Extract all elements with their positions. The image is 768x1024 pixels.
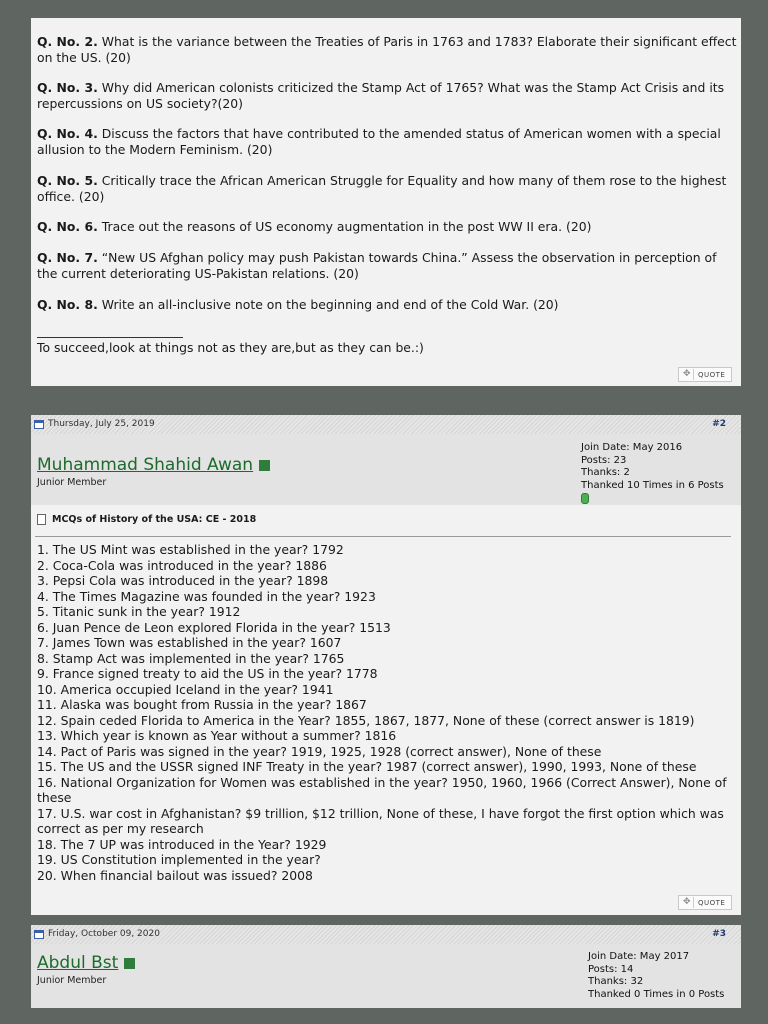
- online-status-icon: [124, 958, 135, 969]
- title-divider: [35, 536, 731, 537]
- question-8: Q. No. 8. Write an all-inclusive note on the beginning and end of the Cold War. (20): [37, 297, 559, 312]
- calendar-icon: [34, 930, 44, 939]
- user-stats: Join Date: May 2016 Posts: 23 Thanks: 2 Thanked 10 Times in 6 Posts: [581, 442, 724, 504]
- post-date: Friday, October 09, 2020: [48, 929, 160, 939]
- post-date: Thursday, July 25, 2019: [48, 419, 155, 429]
- user-stats: Join Date: May 2017 Posts: 14 Thanks: 32 Thanked 0 Times in 0 Posts: [588, 951, 725, 1000]
- post-3-header: [31, 925, 741, 944]
- post-number-link[interactable]: #2: [712, 419, 726, 429]
- list-item: 7. James Town was established in the year? 1607: [37, 635, 342, 650]
- list-item: 20. When financial bailout was issued? 2008: [37, 867, 313, 883]
- list-item: 4. The Times Magazine was founded in the year? 1923: [37, 588, 376, 604]
- list-item: 11. Alaska was bought from Russia in the year? 1867: [37, 697, 367, 712]
- post-1-body: [31, 18, 741, 386]
- question-2: Q. No. 2. What is the variance between the Treaties of Paris in 1763 and 1783? Elaborate their significant effect on the US. (20): [37, 34, 737, 65]
- signature: To succeed,look at things not as they are,but as they can be.:): [37, 340, 424, 355]
- list-item: 3. Pepsi Cola was introduced in the year? 1898: [37, 573, 329, 588]
- question-6: Q. No. 6. Trace out the reasons of US economy augmentation in the post WW II era. (20): [37, 219, 592, 234]
- quote-button[interactable]: ✥ QUOTE: [678, 367, 732, 382]
- list-item: 8. Stamp Act was implemented in the year? 1765: [37, 650, 345, 666]
- list-item: 17. U.S. war cost in Afghanistan? $9 trillion, $12 trillion, None of these, I have forgot the first option which was correct as per my research: [37, 805, 724, 836]
- list-item: 6. Juan Pence de Leon explored Florida in the year? 1513: [37, 619, 391, 635]
- post-3-userinfo: [31, 944, 741, 1008]
- signature-divider: [37, 337, 183, 338]
- quote-icon: ✥: [681, 369, 694, 380]
- username-link[interactable]: Abdul Bst: [37, 953, 135, 973]
- list-item: 12. Spain ceded Florida to America in the Year? 1855, 1867, 1877, None of these (correct answer is 1819): [37, 712, 695, 728]
- reputation-icon: [581, 493, 589, 504]
- list-item: 10. America occupied Iceland in the year? 1941: [37, 681, 334, 697]
- username-link[interactable]: Muhammad Shahid Awan: [37, 455, 270, 475]
- list-item: 1. The US Mint was established in the year? 1792: [37, 542, 344, 557]
- list-item: 14. Pact of Paris was signed in the year? 1919, 1925, 1928 (correct answer), None of these: [37, 743, 602, 759]
- post-2-userinfo: [31, 434, 741, 505]
- quote-icon: ✥: [681, 897, 694, 908]
- quote-button[interactable]: ✥ QUOTE: [678, 895, 732, 910]
- user-title: Junior Member: [37, 975, 107, 986]
- list-item: 2. Coca-Cola was introduced in the year? 1886: [37, 557, 327, 573]
- list-item: 19. US Constitution implemented in the year?: [37, 852, 321, 867]
- online-status-icon: [259, 460, 270, 471]
- calendar-icon: [34, 420, 44, 429]
- document-icon: [37, 514, 46, 525]
- post-number-link[interactable]: #3: [712, 929, 726, 939]
- list-item: 9. France signed treaty to aid the US in the year? 1778: [37, 666, 378, 681]
- post-2-header: [31, 415, 741, 434]
- list-item: 16. National Organization for Women was established in the year? 1950, 1960, 1966 (Correct Answer), None of these: [37, 774, 727, 805]
- question-4: Q. No. 4. Discuss the factors that have contributed to the amended status of American women with a special allusion to the Modern Feminism. (20): [37, 126, 721, 157]
- list-item: 18. The 7 UP was introduced in the Year? 1929: [37, 836, 327, 852]
- question-7: Q. No. 7. “New US Afghan policy may push Pakistan towards China.” Assess the observation in perception of the current deteriorating US-Pakistan relations. (20): [37, 250, 717, 281]
- post-title: MCQs of History of the USA: CE - 2018: [37, 514, 256, 525]
- user-title: Junior Member: [37, 477, 107, 488]
- question-5: Q. No. 5. Critically trace the African American Struggle for Equality and how many of them rose to the highest office. (20): [37, 173, 727, 204]
- question-3: Q. No. 3. Why did American colonists criticized the Stamp Act of 1765? What was the Stamp Act Crisis and its repercussions on US society?(20): [37, 80, 725, 111]
- post-2-body: [31, 505, 741, 915]
- list-item: 15. The US and the USSR signed INF Treaty in the year? 1987 (correct answer), 1990, 1993, None of these: [37, 759, 697, 774]
- mcq-list: [37, 542, 737, 883]
- list-item: 5. Titanic sunk in the year? 1912: [37, 604, 241, 619]
- list-item: 13. Which year is known as Year without a summer? 1816: [37, 728, 397, 743]
